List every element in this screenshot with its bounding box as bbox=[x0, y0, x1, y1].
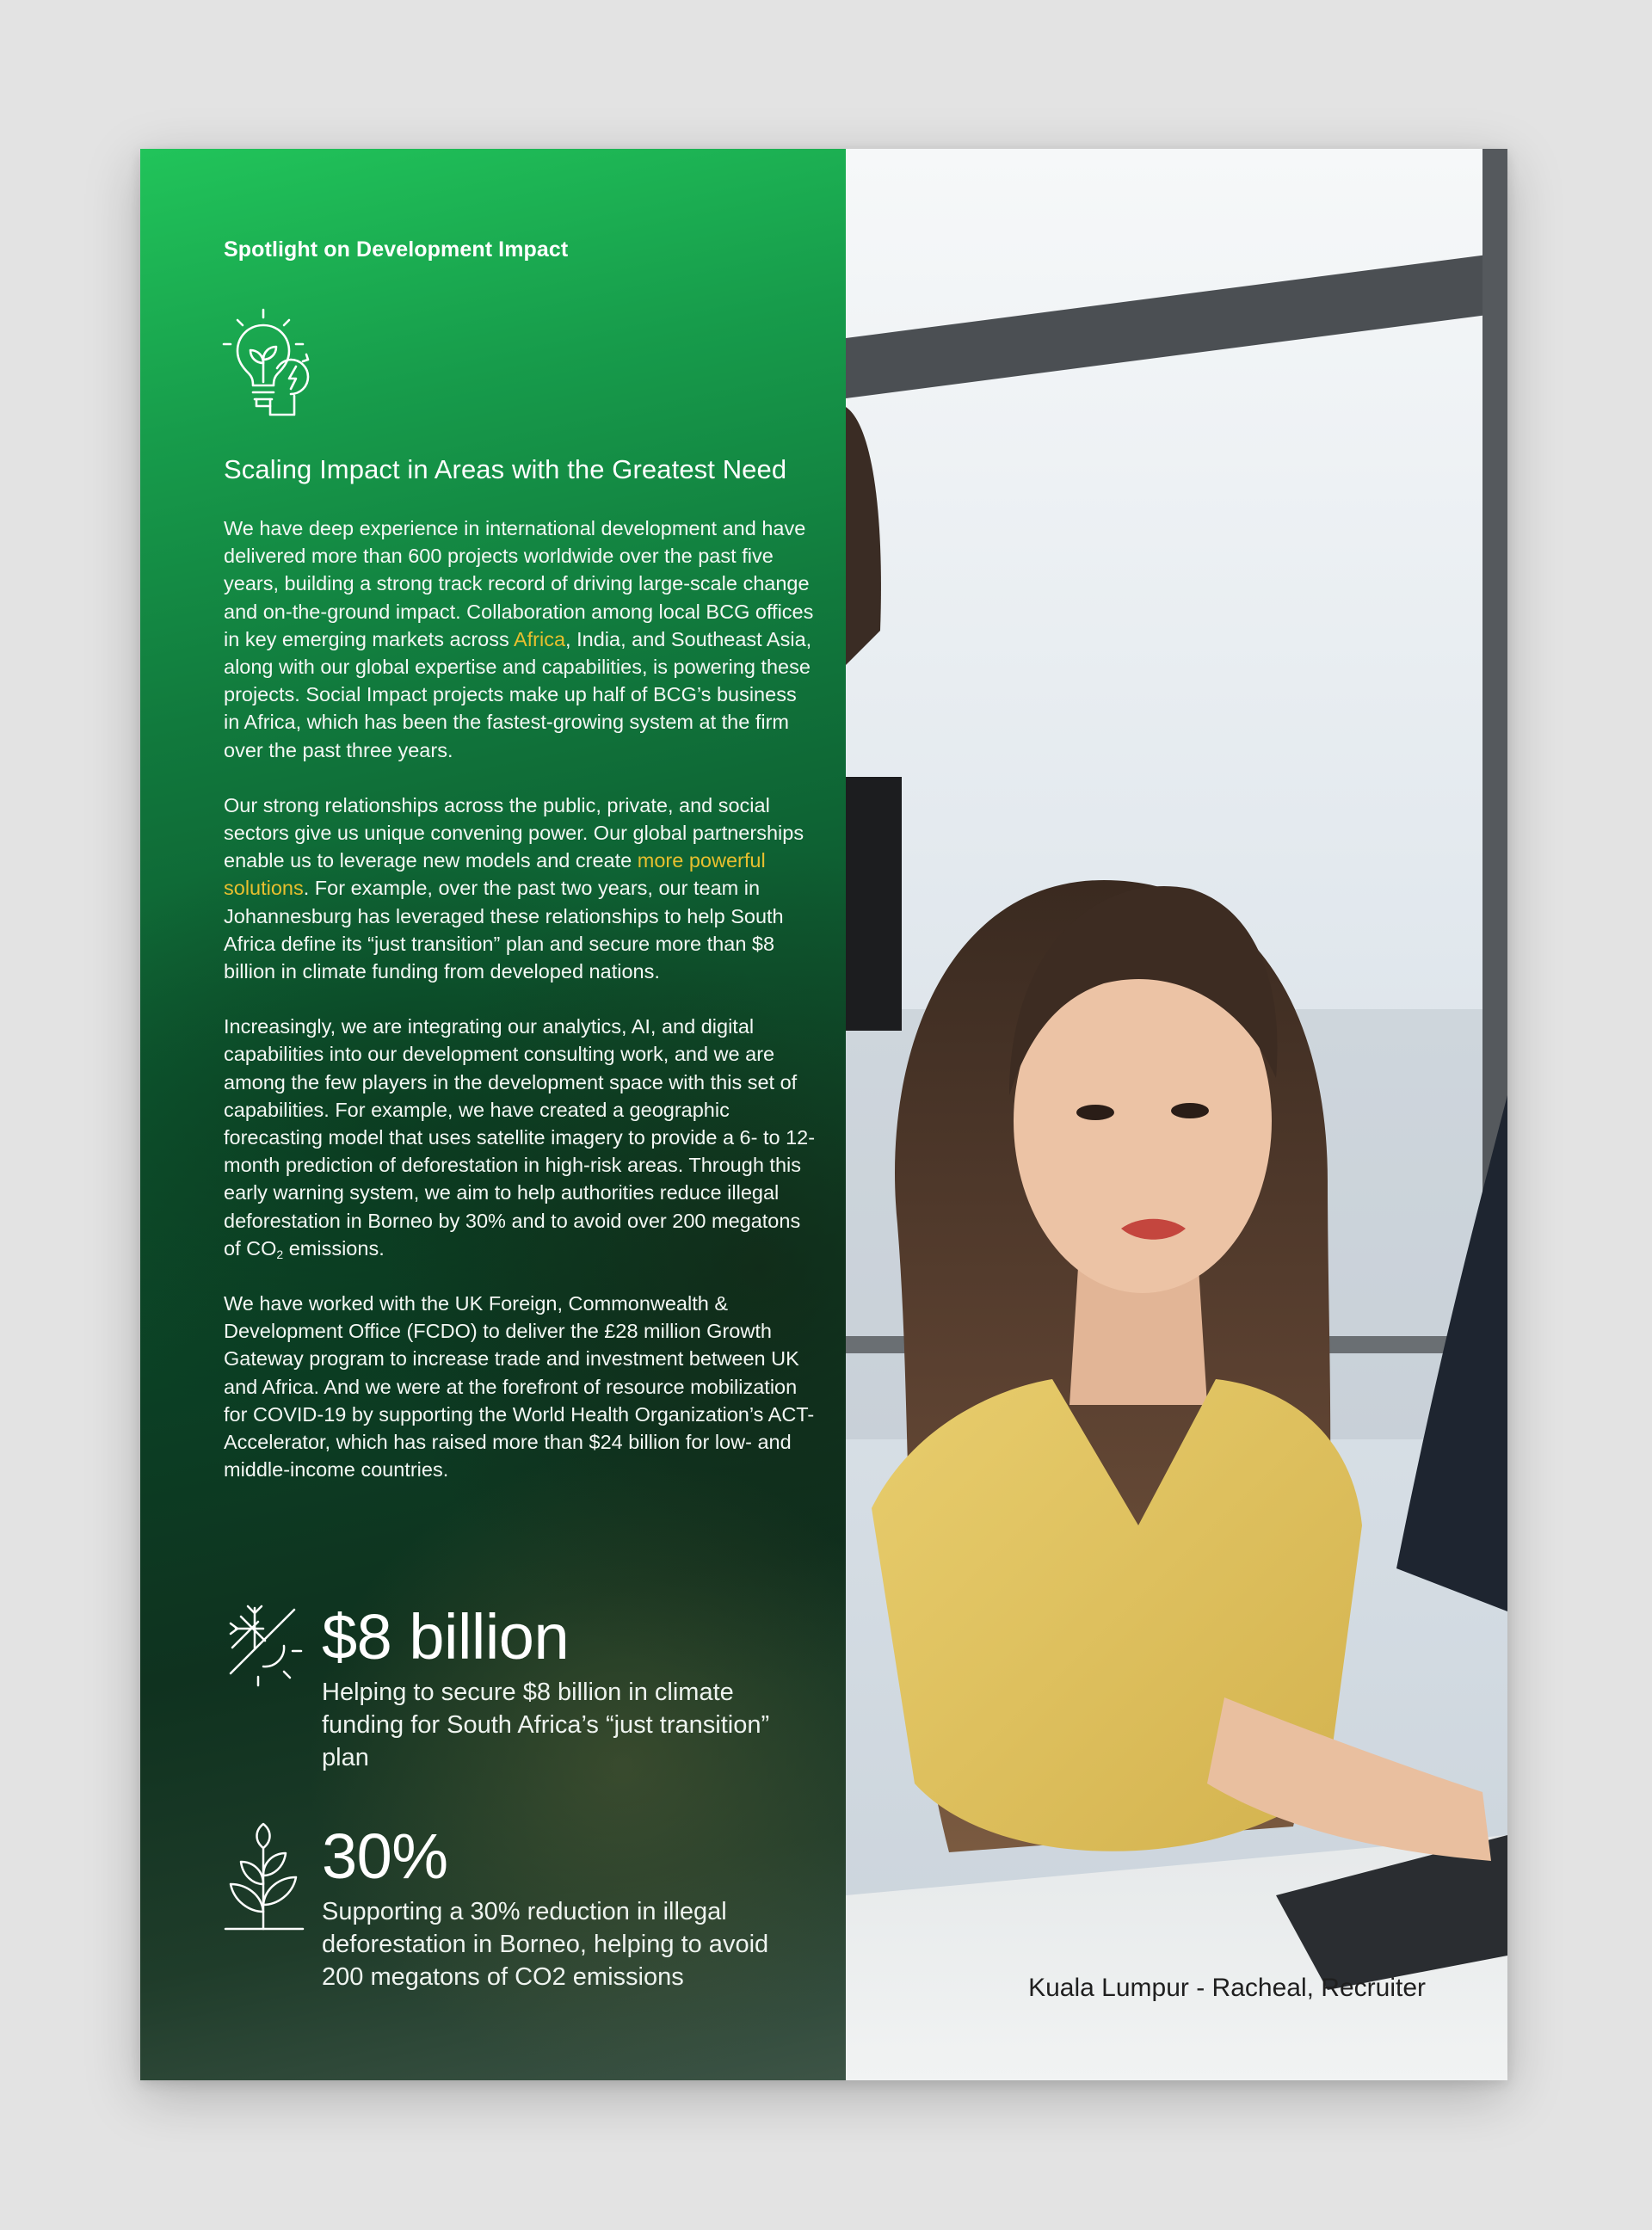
paragraph-1-text-a: We have deep experience in international development and have delivered more than 600 projects worldwide over the past five years, building a strong track record of driving large-scale change and on-the-ground impact. Collaboration among local BCG offices in key emerging markets across bbox=[224, 517, 814, 650]
climate-sun-snow-icon bbox=[224, 1603, 310, 1689]
stat-value-deforestation: 30% bbox=[322, 1820, 448, 1892]
plant-sprout-icon bbox=[224, 1822, 310, 1934]
paragraph-4: We have worked with the UK Foreign, Commonwealth & Development Office (FCDO) to deliver the £28 million Growth Gateway program to increase trade and investment between UK and Africa. And we were at the forefront of resource mobilization for COVID-19 by supporting the World Health Organization’s ACT-Accelerator, which has raised more than $24 billion for low- and middle-income countries. bbox=[224, 1292, 815, 1482]
stat-desc-deforestation: Supporting a 30% reduction in illegal deforestation in Borneo, helping to avoid 200 megatons of CO2 emissions bbox=[322, 1898, 769, 1991]
photo-caption: Kuala Lumpur - Racheal, Recruiter bbox=[1028, 1974, 1426, 2002]
paragraph-2-text-b: . For example, over the past two years, our team in Johannesburg has leveraged these relationships to help South Africa define its “just transition” plan and secure more than $8 billion in climate funding from developed nations. bbox=[224, 877, 784, 983]
paragraph-1-text-b: , India, and Southeast Asia, along with our global expertise and capabilities, is powering these projects. Social Impact projects make up half of BCG’s business in Africa, which has been the fastest-growing system at the firm over the past three years. bbox=[224, 627, 812, 761]
lightbulb-plant-energy-icon bbox=[222, 308, 336, 424]
paragraph-1 bbox=[224, 514, 817, 764]
paragraph-3-text-b: emissions. bbox=[283, 1236, 385, 1260]
brochure-page bbox=[140, 149, 1507, 2080]
stat-desc-climate: Helping to secure $8 billion in climate funding for South Africa’s “just transition” plan bbox=[322, 1679, 770, 1771]
stat-value-climate: $8 billion bbox=[322, 1601, 570, 1672]
office-photo bbox=[846, 149, 1507, 2080]
more-powerful-solutions-link[interactable]: more powerful solutions bbox=[224, 849, 766, 900]
paragraph-2 bbox=[224, 792, 817, 985]
paragraph-3 bbox=[224, 1013, 817, 1262]
section-title: Scaling Impact in Areas with the Greatest Need bbox=[224, 454, 787, 484]
paragraph-3-text-a: Increasingly, we are integrating our analytics, AI, and digital capabilities into our development consulting work, and we are among the few players in the development space with this set of capabilities. For example, we have created a geographic forecasting model that uses satellite imagery to provide a 6- to 12-month prediction of deforestation in high-risk areas. Through this early warning system, we aim to help authorities reduce illegal deforestation in Borneo by 30% and to avoid over 200 megatons of CO bbox=[224, 1015, 816, 1260]
photo-woman-at-laptop bbox=[846, 149, 1507, 2080]
paragraph-2-text-a: Our strong relationships across the public, private, and social sectors give us unique convening power. Our global partnerships enable us to leverage new models and create bbox=[224, 793, 804, 872]
body-text bbox=[224, 514, 817, 1512]
content-panel bbox=[140, 149, 846, 2080]
africa-link[interactable]: Africa bbox=[513, 627, 566, 650]
co2-subscript: 2 bbox=[276, 1247, 284, 1261]
section-kicker: Spotlight on Development Impact bbox=[224, 237, 569, 262]
